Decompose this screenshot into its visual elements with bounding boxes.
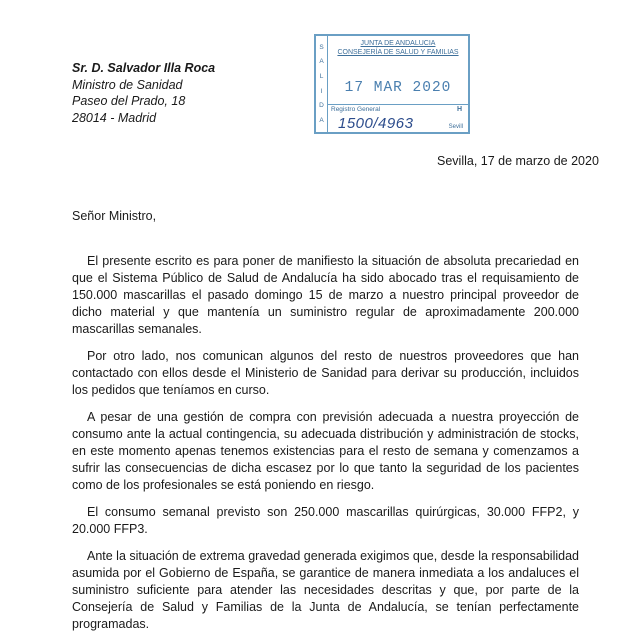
stamp-side-letter: L bbox=[319, 73, 324, 81]
body-paragraph: A pesar de una gestión de compra con previsión adecuada a nuestra proyección de consumo ante la actual contingencia, su adecuada distribución y administración de stocks, en este momento apenas tenemos existencias para el resto de semana y comenzamos a sufrir las consecuencias de dicha escasez por lo que tanto la seguridad de los pacientes como de los profesionales se está poniendo en riesgo. bbox=[72, 410, 579, 492]
recipient-name: Sr. D. Salvador Illa Roca bbox=[72, 61, 216, 75]
place-date: Sevilla, 17 de marzo de 2020 bbox=[437, 154, 599, 168]
recipient-city: 28014 - Madrid bbox=[72, 110, 157, 125]
body-paragraph: El consumo semanal previsto son 250.000 mascarillas quirúrgicas, 30.000 FFP2, y 20.000 FFP3. bbox=[72, 505, 579, 536]
stamp-institution bbox=[332, 40, 464, 57]
stamp-registry-label: Registro General bbox=[331, 106, 381, 113]
stamp-h-mark: H bbox=[456, 106, 462, 113]
stamp-side-letter: A bbox=[319, 117, 324, 125]
recipient-street: Paseo del Prado, 18 bbox=[72, 94, 186, 108]
greeting: Señor Ministro, bbox=[72, 209, 157, 223]
stamp-side-column bbox=[316, 36, 328, 132]
stamp-sub-text: Sevill bbox=[448, 124, 463, 130]
stamp-department: CONSEJERÍA DE SALUD Y FAMILIAS bbox=[337, 48, 459, 56]
body-paragraph: Ante la situación de extrema gravedad generada exigimos que, desde la responsabilidad asumida por el Gobierno de España, se garantice de manera inmediata a los andaluces el suministro suficiente para atender las necesidades descritas y que, por parte de la Consejería de Salud y Familias de la Junta de Andalucía, se tenían perfectamente programadas. bbox=[72, 549, 579, 631]
stamp-side-letter: S bbox=[319, 43, 324, 51]
stamp-side-letter: A bbox=[319, 58, 324, 66]
body-paragraph: El presente escrito es para poner de manifiesto la situación de absoluta precariedad en que el Sistema Público de Salud de Andalucía ha sido abocado tras el requisamiento de 150.000 mascarillas el pasado domingo 15 de marzo a nuestro principal proveedor de dicho material y que mantenía un suministro regular de aproximadamente 200.000 mascarillas semanales. bbox=[72, 254, 579, 336]
stamp-institution-name: JUNTA DE ANDALUCIA bbox=[360, 40, 436, 47]
stamp-date: 17 MAR 2020 bbox=[344, 80, 452, 96]
recipient-title: Ministro de Sanidad bbox=[72, 77, 183, 92]
stamp-divider bbox=[328, 104, 468, 105]
stamp-side-letter: D bbox=[319, 102, 324, 110]
stamp-side-letter: I bbox=[320, 87, 323, 95]
stamp-registry-number: 1500/4963 bbox=[338, 115, 414, 132]
registry-stamp bbox=[314, 34, 470, 134]
body-paragraph: Por otro lado, nos comunican algunos del resto de nuestros proveedores que han contactado con ellos desde el Ministerio de Sanidad para derivar su producción, incluidos los pedidos que teníamos en curso. bbox=[72, 349, 579, 397]
letter-body bbox=[72, 253, 579, 643]
recipient-address bbox=[72, 60, 215, 126]
